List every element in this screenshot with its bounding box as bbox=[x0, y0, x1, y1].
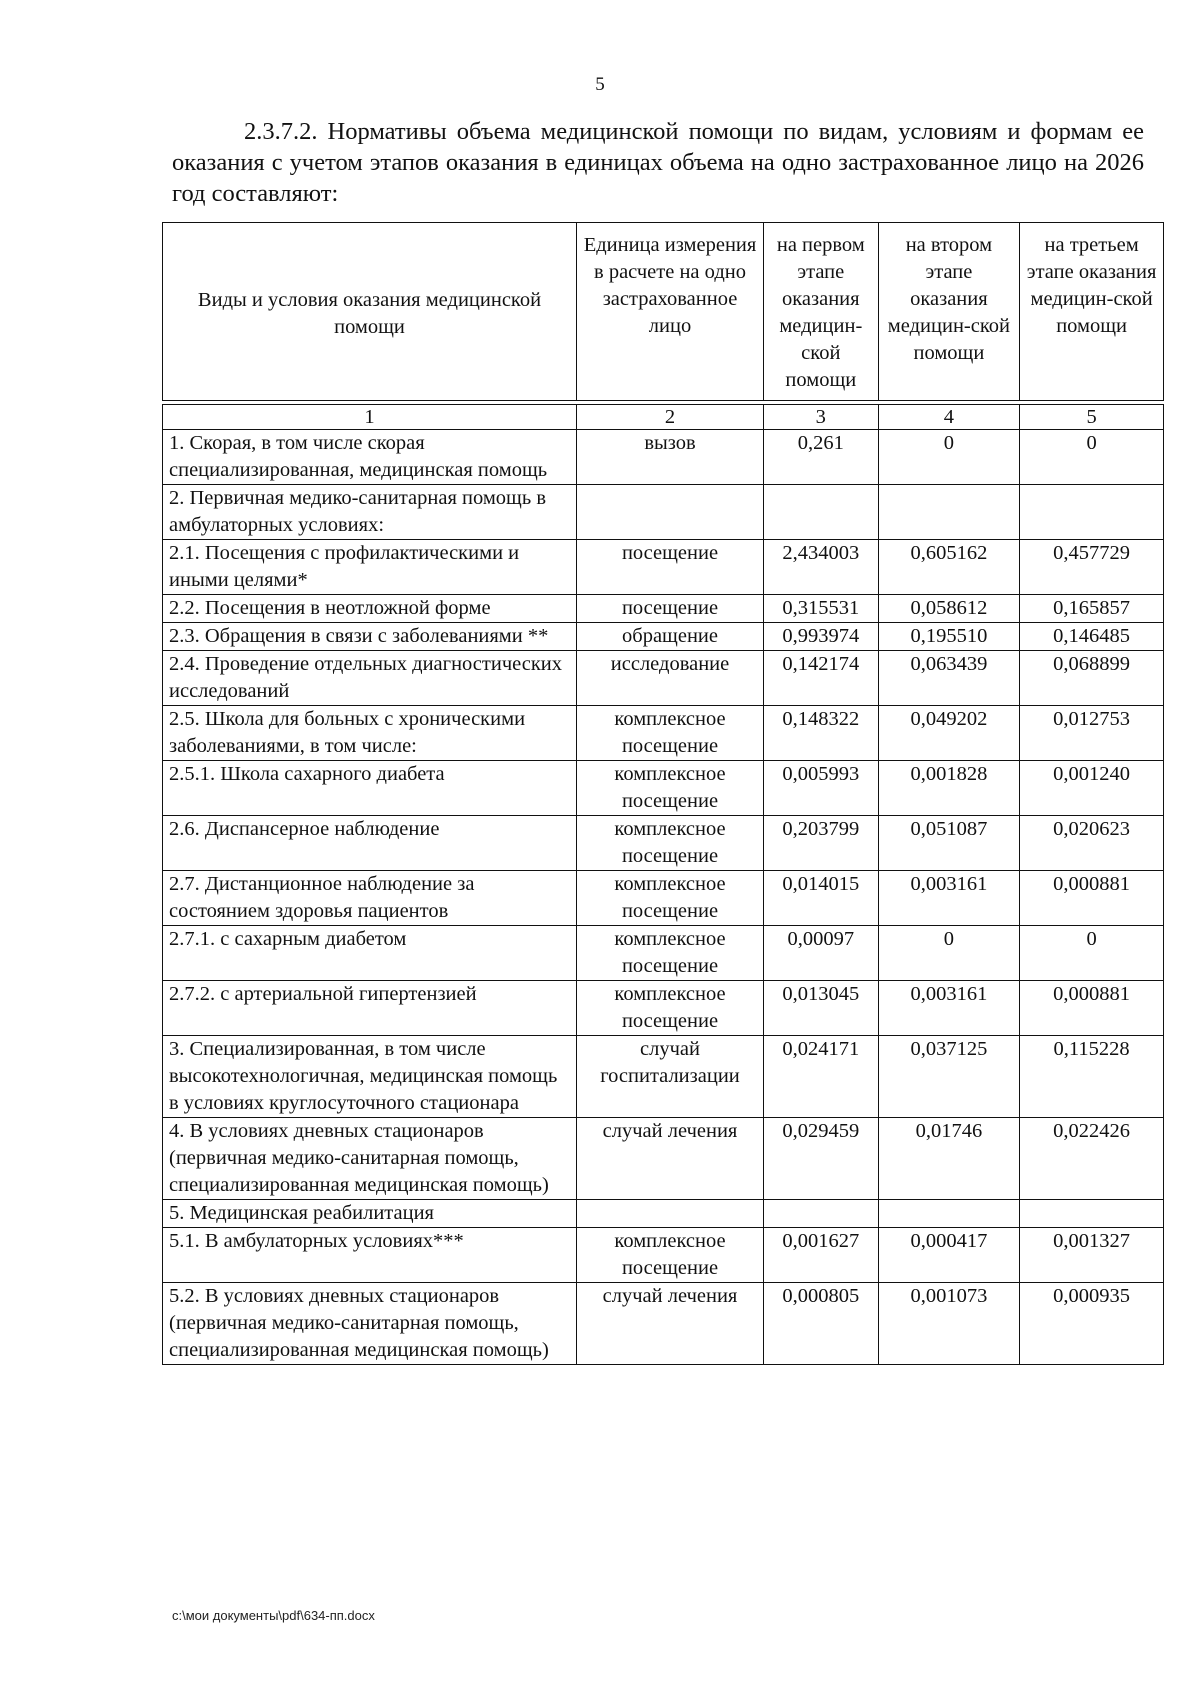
row-stage-2-value: 0,049202 bbox=[878, 706, 1020, 761]
row-kind-cell: 5.1. В амбулаторных условиях*** bbox=[163, 1228, 577, 1283]
column-number: 5 bbox=[1020, 405, 1164, 430]
row-kind-cell: 2.7.1. с сахарным диабетом bbox=[163, 926, 577, 981]
table-row bbox=[163, 871, 1164, 926]
row-kind-cell: 2.5.1. Школа сахарного диабета bbox=[163, 761, 577, 816]
row-kind-cell: 3. Специализированная, в том числе высокотехнологичная, медицинская помощь в условиях круглосуточного стационара bbox=[163, 1036, 577, 1118]
table-row bbox=[163, 816, 1164, 871]
row-unit-cell bbox=[577, 485, 764, 540]
row-stage-2-value: 0,037125 bbox=[878, 1036, 1020, 1118]
page-number: 5 bbox=[595, 74, 605, 95]
row-unit-cell: случай лечения bbox=[577, 1118, 764, 1200]
header-unit: Единица измерения в расчете на одно застрахованное лицо bbox=[577, 223, 764, 401]
row-stage-2-value bbox=[878, 485, 1020, 540]
row-kind-cell: 2.4. Проведение отдельных диагностических исследований bbox=[163, 651, 577, 706]
row-stage-3-value bbox=[1020, 1200, 1164, 1228]
column-number-row bbox=[163, 405, 1164, 430]
row-stage-3-value: 0 bbox=[1020, 926, 1164, 981]
table-row bbox=[163, 761, 1164, 816]
row-stage-1-value: 2,434003 bbox=[764, 540, 879, 595]
table-row bbox=[163, 1118, 1164, 1200]
row-stage-3-value: 0,068899 bbox=[1020, 651, 1164, 706]
row-stage-3-value: 0,000881 bbox=[1020, 981, 1164, 1036]
row-stage-2-value: 0,605162 bbox=[878, 540, 1020, 595]
row-stage-1-value: 0,315531 bbox=[764, 595, 879, 623]
row-stage-1-value: 0,000805 bbox=[764, 1283, 879, 1365]
row-unit-cell: комплексное посещение bbox=[577, 926, 764, 981]
row-unit-cell: комплексное посещение bbox=[577, 761, 764, 816]
row-stage-2-value: 0,000417 bbox=[878, 1228, 1020, 1283]
intro-paragraph: 2.3.7.2. Нормативы объема медицинской помощи по видам, условиям и формам ее оказания с учетом этапов оказания в единицах объема на одно застрахованное лицо на 2026 год составляют: bbox=[172, 118, 1144, 207]
row-stage-3-value: 0,022426 bbox=[1020, 1118, 1164, 1200]
row-stage-2-value: 0,001073 bbox=[878, 1283, 1020, 1365]
row-stage-3-value: 0,146485 bbox=[1020, 623, 1164, 651]
table-row bbox=[163, 651, 1164, 706]
row-unit-cell: случай госпитализации bbox=[577, 1036, 764, 1118]
row-stage-2-value: 0,003161 bbox=[878, 981, 1020, 1036]
row-stage-3-value: 0,000935 bbox=[1020, 1283, 1164, 1365]
norms-table bbox=[162, 222, 1164, 1365]
row-stage-1-value: 0,013045 bbox=[764, 981, 879, 1036]
row-stage-1-value: 0,203799 bbox=[764, 816, 879, 871]
row-stage-2-value: 0,001828 bbox=[878, 761, 1020, 816]
header-kind: Виды и условия оказания медицинской помощи bbox=[163, 223, 577, 401]
row-stage-1-value: 0,029459 bbox=[764, 1118, 879, 1200]
column-number: 2 bbox=[577, 405, 764, 430]
row-stage-3-value: 0,000881 bbox=[1020, 871, 1164, 926]
row-unit-cell: комплексное посещение bbox=[577, 816, 764, 871]
row-kind-cell: 2.3. Обращения в связи с заболеваниями ** bbox=[163, 623, 577, 651]
row-kind-cell: 5.2. В условиях дневных стационаров (первичная медико-санитарная помощь, специализированная медицинская помощь) bbox=[163, 1283, 577, 1365]
row-stage-2-value: 0,003161 bbox=[878, 871, 1020, 926]
row-stage-3-value: 0,020623 bbox=[1020, 816, 1164, 871]
row-stage-3-value: 0,165857 bbox=[1020, 595, 1164, 623]
row-kind-cell: 5. Медицинская реабилитация bbox=[163, 1200, 577, 1228]
row-unit-cell: комплексное посещение bbox=[577, 871, 764, 926]
row-unit-cell bbox=[577, 1200, 764, 1228]
row-stage-2-value: 0,063439 bbox=[878, 651, 1020, 706]
header-stage-3: на третьем этапе оказания медицин-ской помощи bbox=[1020, 223, 1164, 401]
table-row bbox=[163, 1200, 1164, 1228]
row-kind-cell: 1. Скорая, в том числе скорая специализированная, медицинская помощь bbox=[163, 430, 577, 485]
table-row bbox=[163, 485, 1164, 540]
header-stage-1: на первом этапе оказания медицин-ской помощи bbox=[764, 223, 879, 401]
row-stage-1-value: 0,024171 bbox=[764, 1036, 879, 1118]
row-stage-2-value: 0,058612 bbox=[878, 595, 1020, 623]
row-stage-1-value: 0,142174 bbox=[764, 651, 879, 706]
row-kind-cell: 2.6. Диспансерное наблюдение bbox=[163, 816, 577, 871]
row-stage-1-value: 0,014015 bbox=[764, 871, 879, 926]
row-unit-cell: вызов bbox=[577, 430, 764, 485]
header-stage-2: на втором этапе оказания медицин-ской помощи bbox=[878, 223, 1020, 401]
row-unit-cell: комплексное посещение bbox=[577, 981, 764, 1036]
row-stage-3-value bbox=[1020, 485, 1164, 540]
row-stage-1-value bbox=[764, 485, 879, 540]
row-stage-2-value: 0,195510 bbox=[878, 623, 1020, 651]
row-unit-cell: посещение bbox=[577, 595, 764, 623]
column-number: 3 bbox=[764, 405, 879, 430]
row-unit-cell: комплексное посещение bbox=[577, 1228, 764, 1283]
row-kind-cell: 2.1. Посещения с профилактическими и иными целями* bbox=[163, 540, 577, 595]
row-stage-2-value: 0,051087 bbox=[878, 816, 1020, 871]
row-stage-2-value: 0,01746 bbox=[878, 1118, 1020, 1200]
row-unit-cell: исследование bbox=[577, 651, 764, 706]
row-kind-cell: 2.2. Посещения в неотложной форме bbox=[163, 595, 577, 623]
table-row bbox=[163, 430, 1164, 485]
table-row bbox=[163, 926, 1164, 981]
table-row bbox=[163, 540, 1164, 595]
row-kind-cell: 2. Первичная медико-санитарная помощь в амбулаторных условиях: bbox=[163, 485, 577, 540]
row-stage-3-value: 0,012753 bbox=[1020, 706, 1164, 761]
row-kind-cell: 4. В условиях дневных стационаров (первичная медико-санитарная помощь, специализированная медицинская помощь) bbox=[163, 1118, 577, 1200]
row-stage-1-value: 0,261 bbox=[764, 430, 879, 485]
table-row bbox=[163, 706, 1164, 761]
row-stage-1-value: 0,005993 bbox=[764, 761, 879, 816]
column-number: 1 bbox=[163, 405, 577, 430]
row-stage-1-value: 0,001627 bbox=[764, 1228, 879, 1283]
table-body bbox=[163, 401, 1164, 1365]
row-stage-1-value bbox=[764, 1200, 879, 1228]
row-kind-cell: 2.5. Школа для больных с хроническими заболеваниями, в том числе: bbox=[163, 706, 577, 761]
row-stage-3-value: 0 bbox=[1020, 430, 1164, 485]
table-row bbox=[163, 1283, 1164, 1365]
row-unit-cell: случай лечения bbox=[577, 1283, 764, 1365]
row-kind-cell: 2.7.2. с артериальной гипертензией bbox=[163, 981, 577, 1036]
table-row bbox=[163, 595, 1164, 623]
row-unit-cell: посещение bbox=[577, 540, 764, 595]
row-stage-3-value: 0,457729 bbox=[1020, 540, 1164, 595]
column-number: 4 bbox=[878, 405, 1020, 430]
row-stage-1-value: 0,00097 bbox=[764, 926, 879, 981]
row-stage-2-value: 0 bbox=[878, 430, 1020, 485]
row-unit-cell: комплексное посещение bbox=[577, 706, 764, 761]
table-row bbox=[163, 623, 1164, 651]
table-row bbox=[163, 1228, 1164, 1283]
footer-file-path: c:\мои документы\pdf\634-пп.docx bbox=[172, 1608, 375, 1623]
row-stage-3-value: 0,001327 bbox=[1020, 1228, 1164, 1283]
row-unit-cell: обращение bbox=[577, 623, 764, 651]
row-stage-3-value: 0,115228 bbox=[1020, 1036, 1164, 1118]
row-stage-3-value: 0,001240 bbox=[1020, 761, 1164, 816]
table-header-row bbox=[163, 223, 1164, 401]
row-kind-cell: 2.7. Дистанционное наблюдение за состоянием здоровья пациентов bbox=[163, 871, 577, 926]
table-row bbox=[163, 981, 1164, 1036]
row-stage-1-value: 0,148322 bbox=[764, 706, 879, 761]
row-stage-2-value bbox=[878, 1200, 1020, 1228]
table-row bbox=[163, 1036, 1164, 1118]
row-stage-1-value: 0,993974 bbox=[764, 623, 879, 651]
row-stage-2-value: 0 bbox=[878, 926, 1020, 981]
